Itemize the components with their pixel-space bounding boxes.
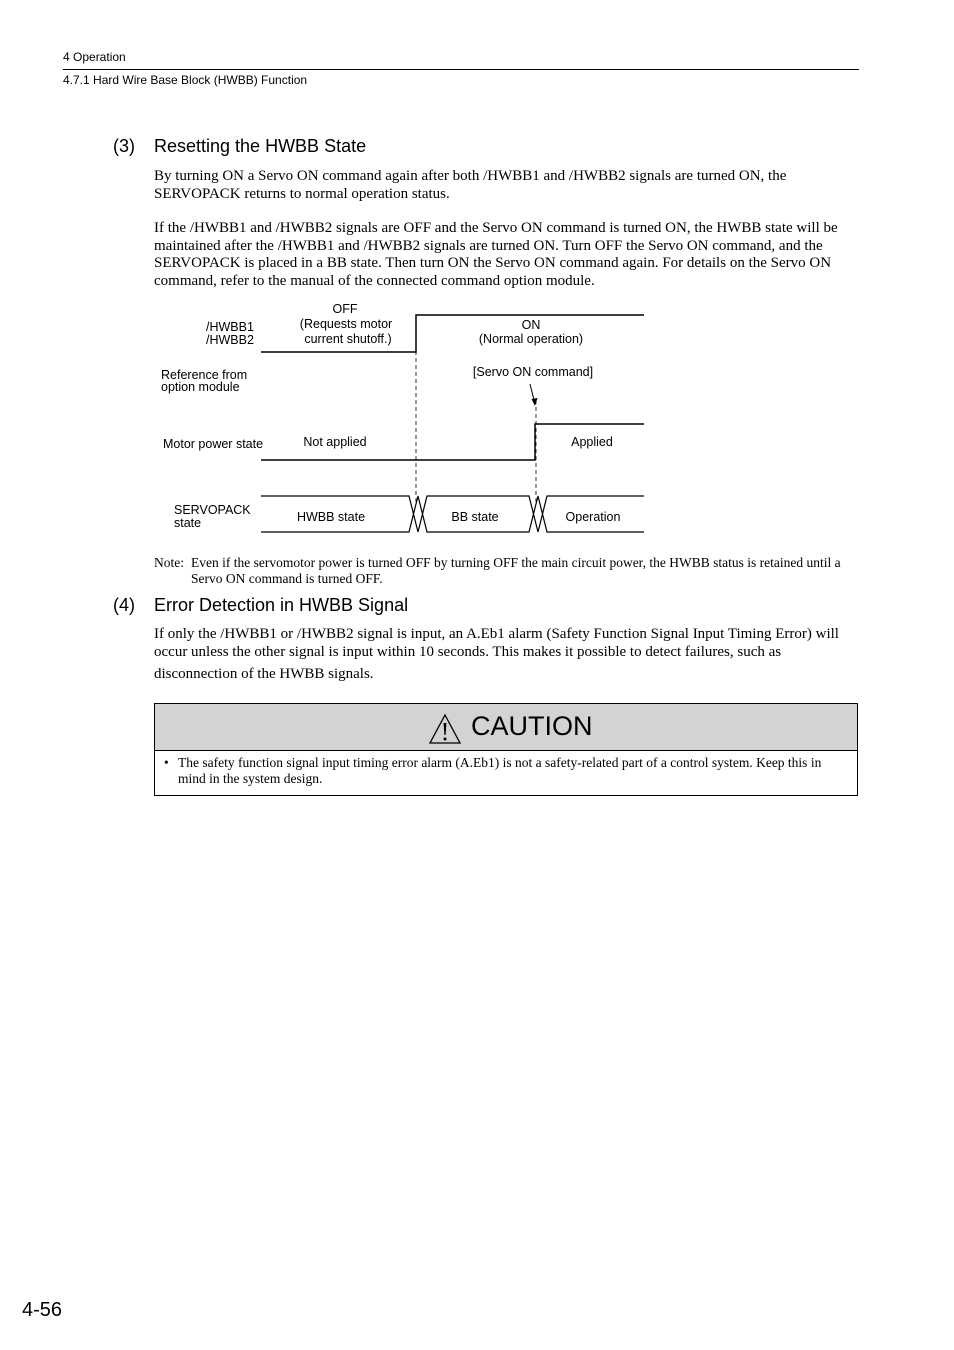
caution-text: The safety function signal input timing error alarm (A.Eb1) is not a safety-related part of a control system. Keep this in mind in the system design. — [178, 755, 822, 786]
section-4-paragraph-last-line: disconnection of the HWBB signals. — [154, 666, 374, 682]
section-4-paragraph — [154, 626, 860, 684]
label-hwbb-state: HWBB state — [296, 510, 366, 524]
note — [154, 555, 860, 587]
label-servo-on-command: [Servo ON command] — [472, 365, 594, 379]
label-hwbb2: /HWBB2 — [206, 333, 254, 347]
section-3-paragraph-1: By turning ON a Servo ON command again after both /HWBB1 and /HWBB2 signals are turned ON, the SERVOPACK returns to normal operation status. — [154, 168, 787, 202]
hwbb-timing-chart — [0, 0, 954, 560]
label-hwbb1: /HWBB1 — [206, 320, 254, 334]
label-motor-power-state: Motor power state — [163, 437, 264, 451]
section-4-heading — [113, 595, 713, 617]
label-servopack-state: state — [174, 516, 202, 530]
label-not-applied: Not applied — [303, 435, 367, 449]
label-reference-1: Reference from — [161, 368, 248, 382]
section-4-paragraph-body: If only the /HWBB1 or /HWBB2 signal is input, an A.Eb1 alarm (Safety Function Signal Input Timing Error) will occur unless the other signal is input within 10 seconds. This makes it possible to detect failures, such as — [154, 626, 839, 660]
label-bb-state: BB state — [451, 510, 499, 524]
section-3-paragraph-2: If the /HWBB1 and /HWBB2 signals are OFF and the Servo ON command is turned ON, the HWBB state will be maintained after the /HWBB1 and /HWBB2 signals are turned ON. Turn OFF the Servo ON command, and the SERVOPACK is placed in a BB state. Then turn ON the Servo ON command again. For details on the Servo ON command, refer to the manual of the connected command option module. — [154, 220, 838, 289]
caution-body — [155, 755, 857, 787]
label-reference-2: option module — [161, 380, 240, 394]
section-3-title: Resetting the HWBB State — [154, 136, 367, 156]
running-header-chapter: 4 Operation — [63, 50, 126, 64]
caution-box — [154, 703, 858, 796]
label-off: OFF — [332, 302, 358, 316]
page-number: 4-56 — [22, 1299, 63, 1321]
label-on: ON — [521, 318, 541, 332]
caution-title: CAUTION — [471, 711, 593, 741]
running-header-section: 4.7.1 Hard Wire Base Block (HWBB) Function — [63, 73, 308, 87]
label-servopack: SERVOPACK — [174, 503, 251, 517]
section-3-number: (3) — [113, 136, 135, 156]
servo-on-arrow-icon — [532, 398, 538, 406]
section-4-number: (4) — [113, 595, 135, 615]
label-off-desc-1: (Requests motor — [299, 317, 393, 331]
warning-triangle-icon — [428, 713, 462, 745]
label-operation: Operation — [565, 510, 621, 524]
caution-bullet: • — [164, 755, 169, 770]
note-label: Note: — [154, 555, 184, 570]
label-on-desc: (Normal operation) — [478, 332, 584, 346]
section-4-title: Error Detection in HWBB Signal — [154, 595, 409, 615]
note-text: Even if the servomotor power is turned OFF by turning OFF the main circuit power, the HWBB status is retained until a Servo ON command is turned OFF. — [191, 555, 841, 586]
caution-header — [155, 704, 857, 751]
servo-on-pointer-line — [530, 384, 534, 400]
label-off-desc-2: current shutoff.) — [304, 332, 392, 346]
label-applied: Applied — [571, 435, 613, 449]
